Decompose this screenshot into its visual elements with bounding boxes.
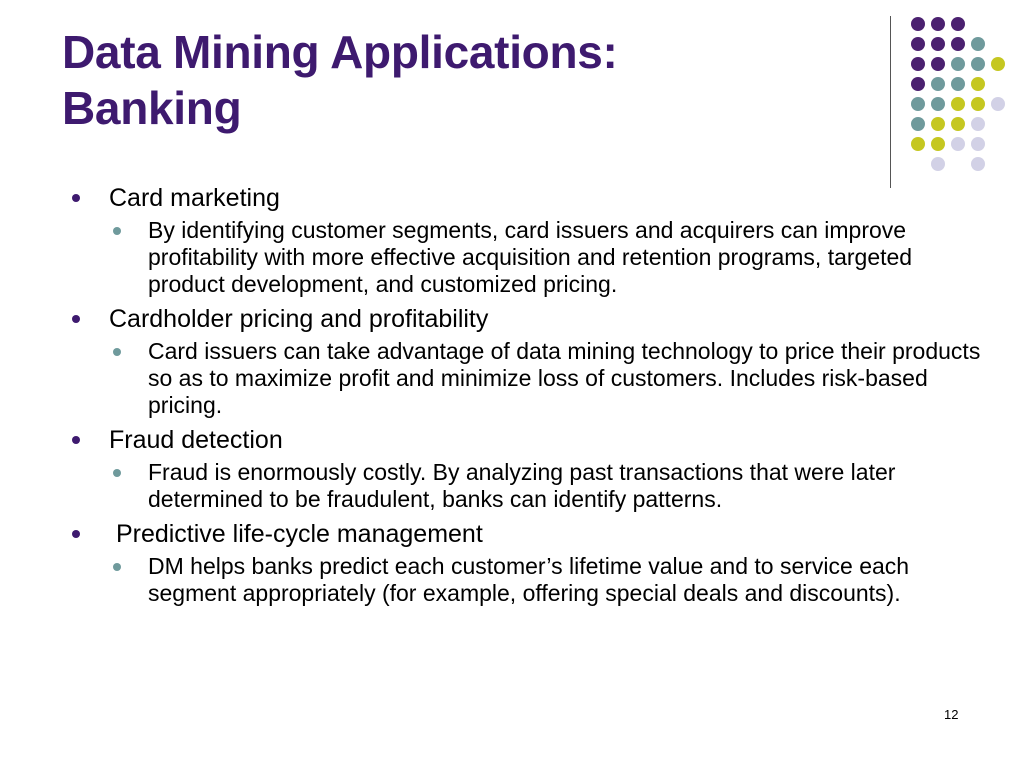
vertical-divider: [890, 16, 891, 188]
dot-purple: [911, 17, 925, 31]
dot-yellow: [951, 117, 965, 131]
title-line-1: Data Mining Applications:: [62, 26, 618, 78]
dot-lavender: [931, 157, 945, 171]
dot-teal: [971, 37, 985, 51]
sub-bullet-dot-icon: [113, 563, 121, 571]
bullet-dot-icon: [72, 194, 80, 202]
dot-purple: [931, 17, 945, 31]
dot-purple: [951, 17, 965, 31]
dot-teal: [951, 77, 965, 91]
slide-title: [62, 24, 618, 136]
page-number: 12: [944, 707, 959, 722]
sub-bullet-dot-icon: [113, 469, 121, 477]
bullet-list: [72, 180, 982, 613]
dot-purple: [911, 77, 925, 91]
dot-purple: [951, 37, 965, 51]
dot-yellow: [931, 117, 945, 131]
bullet-heading: Fraud detection: [109, 426, 283, 454]
dot-yellow: [911, 137, 925, 151]
dot-teal: [931, 77, 945, 91]
title-line-2: Banking: [62, 82, 242, 134]
bullet-item: [72, 519, 982, 549]
dot-teal: [951, 57, 965, 71]
dot-purple: [911, 57, 925, 71]
dot-yellow: [971, 77, 985, 91]
sub-bullet-item: [72, 217, 982, 298]
dot-yellow: [951, 97, 965, 111]
dot-teal: [971, 57, 985, 71]
dot-purple: [911, 37, 925, 51]
sub-bullet-text: DM helps banks predict each customer’s lifetime value and to service each segment appropriately (for example, offering special deals and discounts).: [148, 553, 910, 606]
bullet-dot-icon: [72, 315, 80, 323]
bullet-heading: Cardholder pricing and profitability: [109, 305, 489, 333]
bullet-item: [72, 304, 982, 334]
dot-teal: [911, 117, 925, 131]
dot-lavender: [951, 137, 965, 151]
dot-lavender: [991, 97, 1005, 111]
dot-purple: [931, 37, 945, 51]
dot-teal: [911, 97, 925, 111]
dot-lavender: [971, 137, 985, 151]
sub-bullet-dot-icon: [113, 227, 121, 235]
dot-yellow: [931, 137, 945, 151]
bullet-heading: Card marketing: [109, 184, 280, 212]
sub-bullet-item: [72, 338, 982, 419]
dot-purple: [931, 57, 945, 71]
dot-lavender: [971, 117, 985, 131]
bullet-dot-icon: [72, 436, 80, 444]
dot-yellow: [971, 97, 985, 111]
sub-bullet-text: Fraud is enormously costly. By analyzing past transactions that were later determined to be fraudulent, banks can identify patterns.: [148, 459, 896, 512]
sub-bullet-text: Card issuers can take advantage of data mining technology to price their products so as to maximize profit and minimize loss of customers. Includes risk-based pricing.: [148, 338, 981, 418]
dot-teal: [931, 97, 945, 111]
sub-bullet-item: [72, 553, 982, 607]
bullet-dot-icon: [72, 530, 80, 538]
sub-bullet-item: [72, 459, 982, 513]
dot-yellow: [991, 57, 1005, 71]
sub-bullet-dot-icon: [113, 348, 121, 356]
bullet-heading: Predictive life-cycle management: [109, 520, 483, 548]
bullet-item: [72, 425, 982, 455]
dot-lavender: [971, 157, 985, 171]
sub-bullet-text: By identifying customer segments, card issuers and acquirers can improve profitability with more effective acquisition and retention programs, targeted product development, and customized pricing.: [148, 217, 913, 297]
bullet-item: [72, 183, 982, 213]
